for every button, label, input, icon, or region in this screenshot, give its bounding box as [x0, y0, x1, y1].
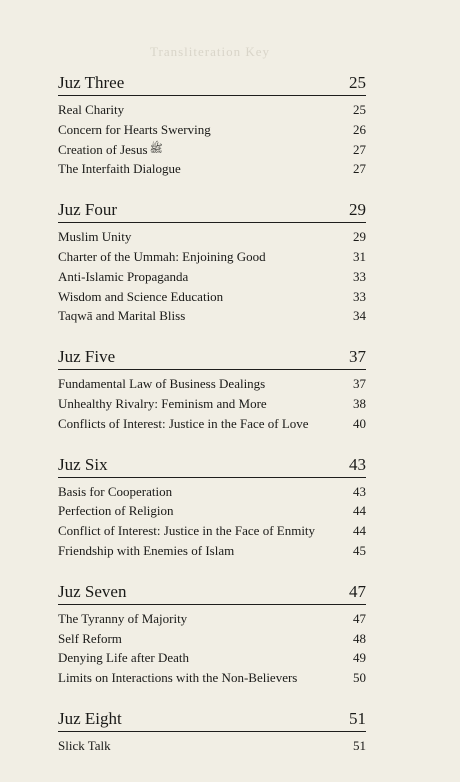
entry-title: Wisdom and Science Education — [58, 288, 224, 304]
juz-page-number: 25 — [349, 73, 366, 92]
entry-title: Conflicts of Interest: Justice in the Face of Love — [58, 415, 309, 431]
entry-title: Slick Talk — [58, 737, 111, 753]
entry-title: Creation of Jesus — [58, 141, 148, 157]
juz-heading[interactable] — [58, 199, 366, 223]
ghost-header: Transliteration Key — [150, 44, 270, 59]
toc-entry[interactable] — [58, 394, 366, 414]
toc-entry[interactable] — [58, 100, 366, 120]
entry-page-number: 27 — [353, 161, 366, 177]
entry-title-wrap — [58, 159, 181, 179]
entry-page-number: 25 — [353, 102, 366, 117]
entry-title: Concern for Hearts Swerving — [58, 121, 211, 137]
toc-section — [58, 199, 366, 326]
juz-page-number: 51 — [349, 708, 366, 728]
toc-entry[interactable] — [58, 629, 366, 649]
toc-entry[interactable] — [58, 609, 366, 629]
entry-title: Limits on Interactions with the Non-Believers — [58, 670, 298, 686]
entry-title: Denying Life after Death — [58, 650, 190, 666]
honorific-glyph: ﷺ — [149, 142, 163, 155]
toc-entry[interactable] — [58, 306, 366, 326]
entry-title: Unhealthy Rivalry: Feminism and More — [58, 395, 267, 411]
entry-page-number: 37 — [353, 376, 366, 392]
entry-title: Anti-Islamic Propaganda — [58, 268, 189, 284]
toc-section — [58, 454, 366, 561]
toc-entry[interactable] — [58, 736, 366, 756]
entry-page-number: 33 — [353, 288, 366, 304]
juz-heading[interactable] — [58, 708, 366, 732]
entry-title-wrap — [58, 668, 297, 688]
entry-title: The Interfaith Dialogue — [58, 161, 181, 177]
juz-heading[interactable] — [58, 346, 366, 370]
entry-page-number: 50 — [353, 670, 366, 686]
juz-page-number: 29 — [349, 200, 366, 220]
table-of-contents — [58, 72, 366, 776]
toc-entry[interactable] — [58, 140, 366, 160]
juz-title: Juz Six — [58, 454, 108, 474]
entry-page-number: 40 — [353, 415, 366, 431]
entry-title-wrap — [58, 414, 309, 434]
entry-page-number: 45 — [353, 542, 366, 558]
juz-title: Juz Four — [58, 200, 118, 220]
entry-page-number: 43 — [353, 483, 366, 499]
toc-section — [58, 346, 366, 433]
toc-entry[interactable] — [58, 648, 366, 668]
toc-entry[interactable] — [58, 482, 366, 502]
entry-page-number: 49 — [353, 650, 366, 666]
entry-title: Muslim Unity — [58, 229, 132, 245]
toc-entry[interactable] — [58, 247, 366, 267]
toc-entry[interactable] — [58, 541, 366, 561]
entry-page-number: 47 — [353, 610, 366, 626]
entry-page-number: 33 — [353, 268, 366, 284]
juz-title: Juz Five — [58, 347, 116, 367]
entry-title: Friendship with Enemies of Islam — [58, 542, 235, 558]
entry-page-number: 34 — [353, 308, 366, 324]
juz-heading[interactable] — [58, 454, 366, 478]
entry-page-number: 51 — [353, 737, 366, 753]
entry-title: Taqwā and Marital Bliss — [58, 308, 186, 324]
toc-section — [58, 72, 366, 179]
entry-title: Fundamental Law of Business Dealings — [58, 376, 266, 392]
entry-title: Conflict of Interest: Justice in the Face of Enmity — [58, 523, 316, 539]
entry-title: The Tyranny of Majority — [58, 610, 188, 626]
entry-title: Perfection of Religion — [58, 503, 174, 519]
toc-entry[interactable] — [58, 521, 366, 541]
juz-heading[interactable] — [58, 581, 366, 605]
juz-title: Juz Eight — [58, 708, 122, 728]
entry-title-wrap — [58, 247, 266, 267]
entry-title: Self Reform — [58, 630, 122, 646]
entry-title-wrap — [58, 120, 211, 140]
entry-title-wrap — [58, 140, 163, 160]
juz-page-number: 43 — [349, 454, 366, 474]
entry-title-wrap — [58, 501, 174, 521]
juz-page-number: 47 — [349, 581, 366, 601]
toc-entry[interactable] — [58, 159, 366, 179]
entry-title-wrap — [58, 629, 122, 649]
entry-page-number: 38 — [353, 395, 366, 411]
entry-title-wrap — [58, 541, 234, 561]
toc-entry[interactable] — [58, 120, 366, 140]
entry-title-wrap — [58, 648, 189, 668]
entry-title-wrap — [58, 267, 188, 287]
toc-entry[interactable] — [58, 501, 366, 521]
entry-title: Real Charity — [58, 102, 125, 117]
toc-entry[interactable] — [58, 414, 366, 434]
entry-page-number: 26 — [353, 121, 366, 137]
entry-title-wrap — [58, 482, 172, 502]
entry-title-wrap — [58, 306, 185, 326]
entry-title-wrap — [58, 736, 111, 756]
toc-entry[interactable] — [58, 287, 366, 307]
toc-entry[interactable] — [58, 227, 366, 247]
entry-page-number: 48 — [353, 630, 366, 646]
juz-title: Juz Seven — [58, 581, 127, 601]
entry-page-number: 31 — [353, 248, 366, 264]
entry-page-number: 44 — [353, 503, 366, 519]
entry-title: Charter of the Ummah: Enjoining Good — [58, 248, 266, 264]
entry-title-wrap — [58, 521, 315, 541]
toc-section — [58, 581, 366, 688]
entry-page-number: 29 — [353, 229, 366, 245]
toc-entry[interactable] — [58, 267, 366, 287]
entry-title-wrap — [58, 227, 131, 247]
toc-entry[interactable] — [58, 668, 366, 688]
entry-page-number: 27 — [353, 141, 366, 157]
juz-title: Juz Three — [58, 73, 125, 92]
entry-title-wrap — [58, 394, 267, 414]
entry-title-wrap — [58, 609, 187, 629]
juz-heading[interactable] — [58, 72, 366, 96]
entry-title-wrap — [58, 374, 265, 394]
juz-page-number: 37 — [349, 347, 366, 367]
entry-page-number: 44 — [353, 523, 366, 539]
toc-entry[interactable] — [58, 374, 366, 394]
entry-title: Basis for Cooperation — [58, 483, 173, 499]
entry-title-wrap — [58, 100, 124, 120]
entry-title-wrap — [58, 287, 223, 307]
toc-section — [58, 708, 366, 756]
